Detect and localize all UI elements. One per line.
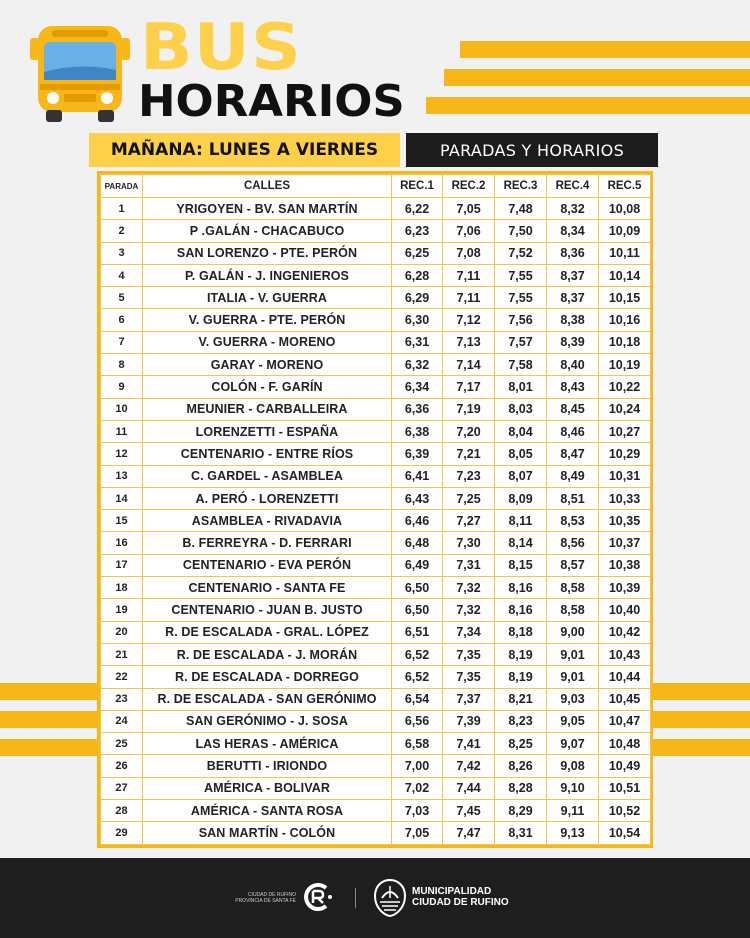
- departure-time: 7,45: [443, 800, 495, 822]
- table-row: [101, 465, 651, 487]
- street-name: SAN MARTÍN - COLÓN: [143, 822, 392, 844]
- stop-number: 11: [101, 420, 143, 442]
- street-name: SAN GERÓNIMO - J. SOSA: [143, 710, 392, 732]
- departure-time: 8,43: [547, 376, 599, 398]
- title-bus: BUS: [140, 11, 302, 85]
- departure-time: 10,11: [599, 242, 651, 264]
- departure-time: 8,53: [547, 510, 599, 532]
- table-row: [101, 822, 651, 844]
- departure-time: 8,32: [547, 198, 599, 220]
- stop-number: 9: [101, 376, 143, 398]
- departure-time: 8,15: [495, 554, 547, 576]
- stripe-left-1: [0, 683, 100, 700]
- table-row: [101, 264, 651, 286]
- departure-time: 7,20: [443, 420, 495, 442]
- departure-time: 7,47: [443, 822, 495, 844]
- departure-time: 8,46: [547, 420, 599, 442]
- departure-time: 10,31: [599, 465, 651, 487]
- departure-time: 10,52: [599, 800, 651, 822]
- departure-time: 8,39: [547, 331, 599, 353]
- table-row: [101, 688, 651, 710]
- street-name: YRIGOYEN - BV. SAN MARTÍN: [143, 198, 392, 220]
- street-name: CENTENARIO - SANTA FE: [143, 577, 392, 599]
- stop-number: 17: [101, 554, 143, 576]
- departure-time: 10,48: [599, 733, 651, 755]
- departure-time: 7,57: [495, 331, 547, 353]
- departure-time: 6,48: [392, 532, 443, 554]
- departure-time: 7,58: [495, 354, 547, 376]
- street-name: R. DE ESCALADA - J. MORÁN: [143, 643, 392, 665]
- stripe-right-3: [650, 739, 750, 756]
- table-row: [101, 220, 651, 242]
- departure-time: 6,38: [392, 420, 443, 442]
- departure-time: 8,45: [547, 398, 599, 420]
- departure-time: 7,12: [443, 309, 495, 331]
- city-logo-icon: [300, 880, 334, 914]
- street-name: C. GARDEL - ASAMBLEA: [143, 465, 392, 487]
- street-name: AMÉRICA - SANTA ROSA: [143, 800, 392, 822]
- departure-time: 10,22: [599, 376, 651, 398]
- stripe-top-3: [426, 97, 750, 114]
- departure-time: 6,30: [392, 309, 443, 331]
- departure-time: 8,05: [495, 443, 547, 465]
- departure-time: 6,56: [392, 710, 443, 732]
- street-name: SAN LORENZO - PTE. PERÓN: [143, 242, 392, 264]
- departure-time: 8,58: [547, 577, 599, 599]
- stop-number: 26: [101, 755, 143, 777]
- departure-time: 8,31: [495, 822, 547, 844]
- departure-time: 8,57: [547, 554, 599, 576]
- departure-time: 8,40: [547, 354, 599, 376]
- departure-time: 7,31: [443, 554, 495, 576]
- departure-time: 8,09: [495, 487, 547, 509]
- schedule-subtitle: MAÑANA: LUNES A VIERNES: [89, 133, 400, 167]
- header-rec4: REC.4: [547, 175, 599, 198]
- header-rec1: REC.1: [392, 175, 443, 198]
- stop-number: 24: [101, 710, 143, 732]
- departure-time: 10,29: [599, 443, 651, 465]
- street-name: CENTENARIO - EVA PERÓN: [143, 554, 392, 576]
- departure-time: 8,04: [495, 420, 547, 442]
- departure-time: 7,27: [443, 510, 495, 532]
- departure-time: 7,42: [443, 755, 495, 777]
- street-name: MEUNIER - CARBALLEIRA: [143, 398, 392, 420]
- departure-time: 10,51: [599, 777, 651, 799]
- departure-time: 6,25: [392, 242, 443, 264]
- table-row: [101, 443, 651, 465]
- stop-number: 22: [101, 666, 143, 688]
- footer-separator: [355, 888, 356, 908]
- departure-time: 10,47: [599, 710, 651, 732]
- departure-time: 8,03: [495, 398, 547, 420]
- stop-number: 28: [101, 800, 143, 822]
- header-parada: PARADA: [101, 175, 143, 198]
- departure-time: 8,25: [495, 733, 547, 755]
- stripe-right-1: [650, 683, 750, 700]
- bus-icon: [28, 22, 132, 126]
- street-name: A. PERÓ - LORENZETTI: [143, 487, 392, 509]
- stop-number: 16: [101, 532, 143, 554]
- stop-number: 7: [101, 331, 143, 353]
- departure-time: 7,13: [443, 331, 495, 353]
- departure-time: 10,44: [599, 666, 651, 688]
- departure-time: 7,19: [443, 398, 495, 420]
- departure-time: 10,16: [599, 309, 651, 331]
- departure-time: 8,49: [547, 465, 599, 487]
- departure-time: 7,11: [443, 264, 495, 286]
- footer-city-line-2: PROVINCIA DE SANTA FE: [235, 898, 296, 904]
- departure-time: 9,07: [547, 733, 599, 755]
- street-name: R. DE ESCALADA - DORREGO: [143, 666, 392, 688]
- table-row: [101, 287, 651, 309]
- departure-time: 6,28: [392, 264, 443, 286]
- departure-time: 7,02: [392, 777, 443, 799]
- table-row: [101, 599, 651, 621]
- street-name: R. DE ESCALADA - GRAL. LÓPEZ: [143, 621, 392, 643]
- departure-time: 6,36: [392, 398, 443, 420]
- footer-city-label: [232, 892, 296, 904]
- street-name: ASAMBLEA - RIVADAVIA: [143, 510, 392, 532]
- departure-time: 8,29: [495, 800, 547, 822]
- schedule-table: [100, 174, 651, 845]
- stop-number: 14: [101, 487, 143, 509]
- street-name: GARAY - MORENO: [143, 354, 392, 376]
- stripe-right-2: [650, 711, 750, 728]
- departure-time: 9,00: [547, 621, 599, 643]
- table-row: [101, 777, 651, 799]
- footer-city-line-1: CIUDAD DE RUFINO: [247, 892, 296, 898]
- street-name: ITALIA - V. GUERRA: [143, 287, 392, 309]
- street-name: LAS HERAS - AMÉRICA: [143, 733, 392, 755]
- departure-time: 9,13: [547, 822, 599, 844]
- street-name: B. FERREYRA - D. FERRARI: [143, 532, 392, 554]
- stripe-top-2: [444, 69, 750, 86]
- stop-number: 8: [101, 354, 143, 376]
- table-row: [101, 710, 651, 732]
- departure-time: 7,35: [443, 666, 495, 688]
- departure-time: 7,52: [495, 242, 547, 264]
- stop-number: 2: [101, 220, 143, 242]
- table-row: [101, 621, 651, 643]
- stop-number: 19: [101, 599, 143, 621]
- footer: [0, 858, 750, 938]
- departure-time: 6,41: [392, 465, 443, 487]
- departure-time: 6,34: [392, 376, 443, 398]
- table-row: [101, 331, 651, 353]
- departure-time: 10,38: [599, 554, 651, 576]
- departure-time: 9,10: [547, 777, 599, 799]
- departure-time: 7,23: [443, 465, 495, 487]
- departure-time: 7,14: [443, 354, 495, 376]
- table-row: [101, 420, 651, 442]
- stops-tag: PARADAS Y HORARIOS: [406, 133, 658, 167]
- departure-time: 8,11: [495, 510, 547, 532]
- table-row: [101, 554, 651, 576]
- departure-time: 7,03: [392, 800, 443, 822]
- stop-number: 3: [101, 242, 143, 264]
- departure-time: 10,49: [599, 755, 651, 777]
- departure-time: 6,31: [392, 331, 443, 353]
- stop-number: 13: [101, 465, 143, 487]
- departure-time: 6,39: [392, 443, 443, 465]
- table-row: [101, 398, 651, 420]
- departure-time: 7,37: [443, 688, 495, 710]
- departure-time: 8,47: [547, 443, 599, 465]
- departure-time: 7,39: [443, 710, 495, 732]
- departure-time: 8,28: [495, 777, 547, 799]
- departure-time: 9,08: [547, 755, 599, 777]
- stripe-left-3: [0, 739, 100, 756]
- departure-time: 8,16: [495, 577, 547, 599]
- stop-number: 20: [101, 621, 143, 643]
- stop-number: 29: [101, 822, 143, 844]
- table-row: [101, 242, 651, 264]
- table-row: [101, 755, 651, 777]
- departure-time: 10,24: [599, 398, 651, 420]
- street-name: P .GALÁN - CHACABUCO: [143, 220, 392, 242]
- departure-time: 10,33: [599, 487, 651, 509]
- departure-time: 7,21: [443, 443, 495, 465]
- departure-time: 6,23: [392, 220, 443, 242]
- departure-time: 8,56: [547, 532, 599, 554]
- departure-time: 10,14: [599, 264, 651, 286]
- table-row: [101, 376, 651, 398]
- departure-time: 9,05: [547, 710, 599, 732]
- departure-time: 7,41: [443, 733, 495, 755]
- departure-time: 10,08: [599, 198, 651, 220]
- departure-time: 7,05: [392, 822, 443, 844]
- departure-time: 8,37: [547, 287, 599, 309]
- stop-number: 15: [101, 510, 143, 532]
- departure-time: 8,07: [495, 465, 547, 487]
- departure-time: 10,45: [599, 688, 651, 710]
- departure-time: 10,42: [599, 621, 651, 643]
- street-name: P. GALÁN - J. INGENIEROS: [143, 264, 392, 286]
- header-calles: CALLES: [143, 175, 392, 198]
- departure-time: 8,36: [547, 242, 599, 264]
- stop-number: 27: [101, 777, 143, 799]
- departure-time: 7,32: [443, 599, 495, 621]
- header-rec5: REC.5: [599, 175, 651, 198]
- departure-time: 7,55: [495, 264, 547, 286]
- departure-time: 7,34: [443, 621, 495, 643]
- header-rec2: REC.2: [443, 175, 495, 198]
- stop-number: 21: [101, 643, 143, 665]
- table-row: [101, 510, 651, 532]
- departure-time: 7,50: [495, 220, 547, 242]
- table-row: [101, 487, 651, 509]
- departure-time: 8,19: [495, 666, 547, 688]
- departure-time: 6,50: [392, 599, 443, 621]
- stop-number: 6: [101, 309, 143, 331]
- departure-time: 10,09: [599, 220, 651, 242]
- table-header-row: [101, 175, 651, 198]
- departure-time: 10,43: [599, 643, 651, 665]
- departure-time: 8,19: [495, 643, 547, 665]
- table-row: [101, 354, 651, 376]
- departure-time: 6,50: [392, 577, 443, 599]
- departure-time: 8,58: [547, 599, 599, 621]
- departure-time: 9,01: [547, 666, 599, 688]
- departure-time: 7,17: [443, 376, 495, 398]
- table-row: [101, 198, 651, 220]
- departure-time: 7,48: [495, 198, 547, 220]
- shield-icon: [372, 878, 408, 918]
- departure-time: 10,18: [599, 331, 651, 353]
- departure-time: 6,29: [392, 287, 443, 309]
- departure-time: 8,37: [547, 264, 599, 286]
- departure-time: 7,06: [443, 220, 495, 242]
- stripe-left-2: [0, 711, 100, 728]
- departure-time: 8,51: [547, 487, 599, 509]
- departure-time: 10,40: [599, 599, 651, 621]
- table-row: [101, 643, 651, 665]
- departure-time: 7,05: [443, 198, 495, 220]
- stop-number: 23: [101, 688, 143, 710]
- departure-time: 7,55: [495, 287, 547, 309]
- departure-time: 8,38: [547, 309, 599, 331]
- departure-time: 7,00: [392, 755, 443, 777]
- street-name: BERUTTI - IRIONDO: [143, 755, 392, 777]
- street-name: V. GUERRA - MORENO: [143, 331, 392, 353]
- street-name: V. GUERRA - PTE. PERÓN: [143, 309, 392, 331]
- stop-number: 5: [101, 287, 143, 309]
- street-name: AMÉRICA - BOLIVAR: [143, 777, 392, 799]
- departure-time: 7,32: [443, 577, 495, 599]
- departure-time: 6,43: [392, 487, 443, 509]
- departure-time: 8,34: [547, 220, 599, 242]
- table-row: [101, 666, 651, 688]
- departure-time: 8,01: [495, 376, 547, 398]
- stop-number: 18: [101, 577, 143, 599]
- departure-time: 6,52: [392, 666, 443, 688]
- departure-time: 10,15: [599, 287, 651, 309]
- schedule-table-container: [97, 171, 653, 848]
- departure-time: 9,11: [547, 800, 599, 822]
- departure-time: 7,11: [443, 287, 495, 309]
- table-row: [101, 733, 651, 755]
- departure-time: 6,58: [392, 733, 443, 755]
- departure-time: 7,44: [443, 777, 495, 799]
- header-rec3: REC.3: [495, 175, 547, 198]
- departure-time: 7,25: [443, 487, 495, 509]
- street-name: CENTENARIO - ENTRE RÍOS: [143, 443, 392, 465]
- table-row: [101, 800, 651, 822]
- stop-number: 12: [101, 443, 143, 465]
- departure-time: 8,14: [495, 532, 547, 554]
- municipality-line-1: MUNICIPALIDAD: [412, 886, 492, 897]
- departure-time: 9,03: [547, 688, 599, 710]
- title-horarios: HORARIOS: [138, 76, 405, 127]
- departure-time: 7,56: [495, 309, 547, 331]
- departure-time: 10,54: [599, 822, 651, 844]
- departure-time: 10,19: [599, 354, 651, 376]
- street-name: LORENZETTI - ESPAÑA: [143, 420, 392, 442]
- stop-number: 1: [101, 198, 143, 220]
- street-name: R. DE ESCALADA - SAN GERÓNIMO: [143, 688, 392, 710]
- departure-time: 7,30: [443, 532, 495, 554]
- departure-time: 8,18: [495, 621, 547, 643]
- departure-time: 10,27: [599, 420, 651, 442]
- street-name: CENTENARIO - JUAN B. JUSTO: [143, 599, 392, 621]
- departure-time: 6,32: [392, 354, 443, 376]
- departure-time: 6,22: [392, 198, 443, 220]
- departure-time: 6,46: [392, 510, 443, 532]
- departure-time: 8,23: [495, 710, 547, 732]
- stop-number: 10: [101, 398, 143, 420]
- departure-time: 7,08: [443, 242, 495, 264]
- departure-time: 8,21: [495, 688, 547, 710]
- municipality-line-2: CIUDAD DE RUFINO: [412, 897, 509, 908]
- table-row: [101, 577, 651, 599]
- table-row: [101, 309, 651, 331]
- departure-time: 10,35: [599, 510, 651, 532]
- street-name: COLÓN - F. GARÍN: [143, 376, 392, 398]
- stop-number: 4: [101, 264, 143, 286]
- departure-time: 6,54: [392, 688, 443, 710]
- stop-number: 25: [101, 733, 143, 755]
- municipality-name: [412, 886, 509, 908]
- departure-time: 7,35: [443, 643, 495, 665]
- departure-time: 6,51: [392, 621, 443, 643]
- departure-time: 10,37: [599, 532, 651, 554]
- departure-time: 10,39: [599, 577, 651, 599]
- departure-time: 8,26: [495, 755, 547, 777]
- departure-time: 6,49: [392, 554, 443, 576]
- table-row: [101, 532, 651, 554]
- departure-time: 9,01: [547, 643, 599, 665]
- departure-time: 6,52: [392, 643, 443, 665]
- stripe-top-1: [460, 41, 750, 58]
- departure-time: 8,16: [495, 599, 547, 621]
